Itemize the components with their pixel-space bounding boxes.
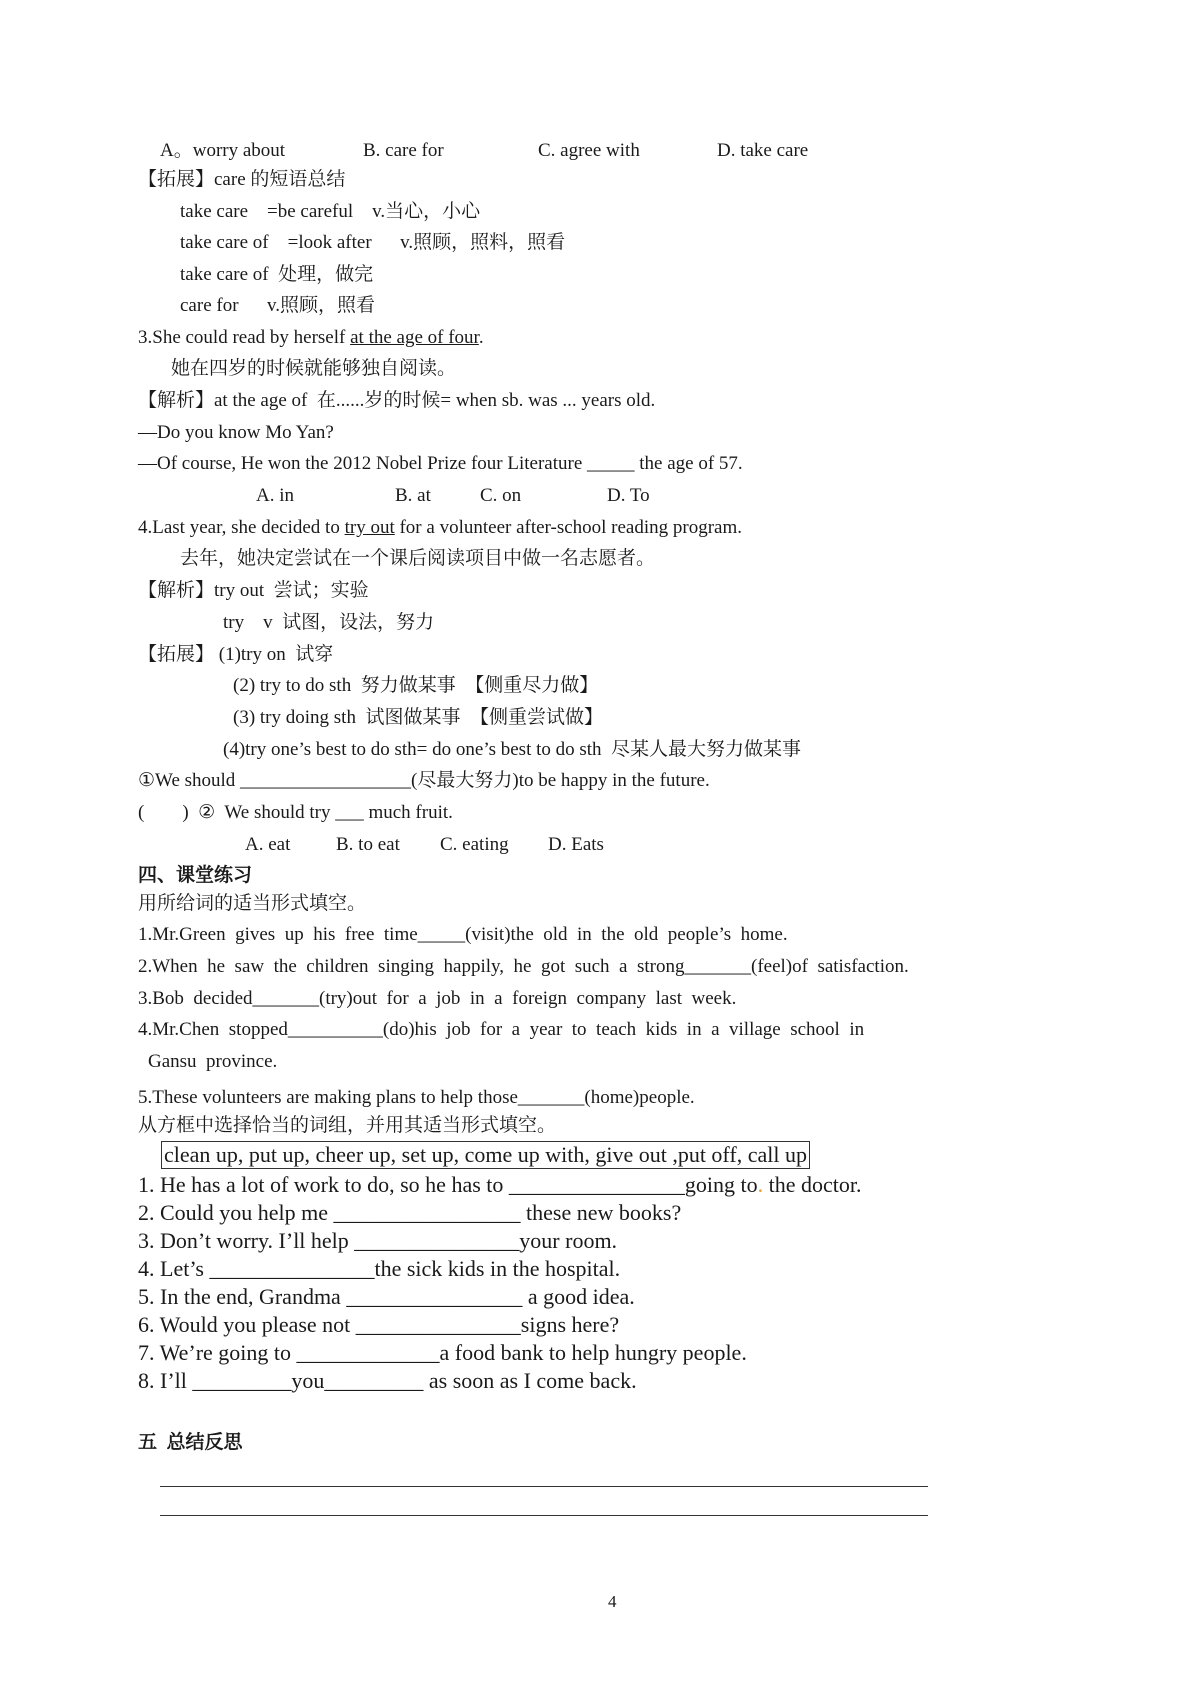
option-c: C. agree with [538, 140, 640, 161]
phrase-box: clean up, put up, cheer up, set up, come up with, give out ,put off, call up [161, 1141, 810, 1169]
dialog-line: —Of course, He won the 2012 Nobel Prize four Literature _____ the age of 57. [138, 453, 743, 474]
extension-item: take care =be careful v.当心，小心 [180, 201, 481, 222]
fill-item: 5.These volunteers are making plans to help those_______(home)people. [138, 1087, 695, 1108]
phrase-item: 1. He has a lot of work to do, so he has to ________________going to. the doctor. [138, 1172, 862, 1197]
underlined-phrase: at the age of four [350, 327, 479, 348]
instruction: 用所给词的适当形式填空。 [138, 893, 367, 914]
option-a: A. eat [245, 834, 291, 855]
phrase-item: 8. I’ll _________you_________ as soon as I come back. [138, 1368, 637, 1393]
fill-item: 4.Mr.Chen stopped__________(do)his job for a year to teach kids in a village school in [138, 1019, 865, 1040]
phrase-item: 7. We’re going to _____________a food bank to help hungry people. [138, 1340, 747, 1365]
option-c: C. on [480, 485, 522, 506]
extension-item: take care of =look after v.照顾，照料，照看 [180, 232, 566, 253]
option-d: D. Eats [548, 834, 604, 855]
fill-item: 2.When he saw the children singing happily, he got such a strong_______(feel)of satisfaction. [138, 956, 909, 977]
sentence-4: 4.Last year, she decided to try out for a volunteer after-school reading program. [138, 517, 743, 538]
answer-line[interactable] [160, 1486, 928, 1487]
section-title: 四、课堂练习 [138, 865, 253, 886]
phrase-item: 2. Could you help me _________________ these new books? [138, 1200, 682, 1225]
extension-item: care for v.照顾，照看 [180, 295, 376, 316]
section-title: 五 总结反思 [138, 1432, 243, 1453]
answer-line[interactable] [160, 1515, 928, 1516]
fill-item: 3.Bob decided_______(try)out for a job in a foreign company last week. [138, 988, 737, 1009]
phrase-item: 3. Don’t worry. I’ll help _______________your room. [138, 1228, 618, 1253]
phrase-item: 6. Would you please not _______________signs here? [138, 1312, 620, 1337]
sentence-3: 3.She could read by herself at the age of four. [138, 327, 484, 348]
fill-item: 1.Mr.Green gives up his free time_____(visit)the old in the old people’s home. [138, 924, 788, 945]
exercise-2: ( ) ② We should try ___ much fruit. [138, 802, 453, 823]
underlined-phrase: try out [344, 517, 395, 538]
option-d: D. take care [717, 140, 809, 161]
extension-item: (2) try to do sth 努力做某事 【侧重尽力做】 [233, 675, 599, 696]
option-c: C. eating [440, 834, 509, 855]
analysis: 【解析】try out 尝试；实验 [138, 580, 369, 601]
sentence-3-translation: 她在四岁的时候就能够独自阅读。 [171, 358, 457, 379]
instruction: 从方框中选择恰当的词组，并用其适当形式填空。 [138, 1115, 557, 1136]
extension-item: 【拓展】 (1)try on 试穿 [138, 644, 334, 665]
extension-item: (3) try doing sth 试图做某事 【侧重尝试做】 [233, 707, 603, 728]
option-b: B. at [395, 485, 431, 506]
option-b: B. care for [363, 140, 444, 161]
analysis: 【解析】at the age of 在......岁的时候= when sb. was ... years old. [138, 390, 656, 411]
phrase-item: 5. In the end, Grandma ________________ a good idea. [138, 1284, 635, 1309]
extension-item: take care of 处理，做完 [180, 264, 374, 285]
option-a: A。worry about [160, 140, 286, 161]
extension-title: 【拓展】care 的短语总结 [138, 169, 346, 190]
extension-item: (4)try one’s best to do sth= do one’s best to do sth 尽某人最大努力做某事 [223, 739, 802, 760]
analysis: try v 试图，设法，努力 [223, 612, 435, 633]
option-a: A. in [256, 485, 294, 506]
exercise-1: ①We should __________________(尽最大努力)to be happy in the future. [138, 770, 710, 791]
option-b: B. to eat [336, 834, 400, 855]
dialog-line: —Do you know Mo Yan? [138, 422, 334, 443]
fill-item-continuation: Gansu province. [148, 1051, 278, 1072]
option-d: D. To [607, 485, 650, 506]
phrase-item: 4. Let’s _______________the sick kids in the hospital. [138, 1256, 621, 1281]
sentence-4-translation: 去年，她决定尝试在一个课后阅读项目中做一名志愿者。 [180, 548, 656, 569]
page-number: 4 [608, 1592, 617, 1611]
